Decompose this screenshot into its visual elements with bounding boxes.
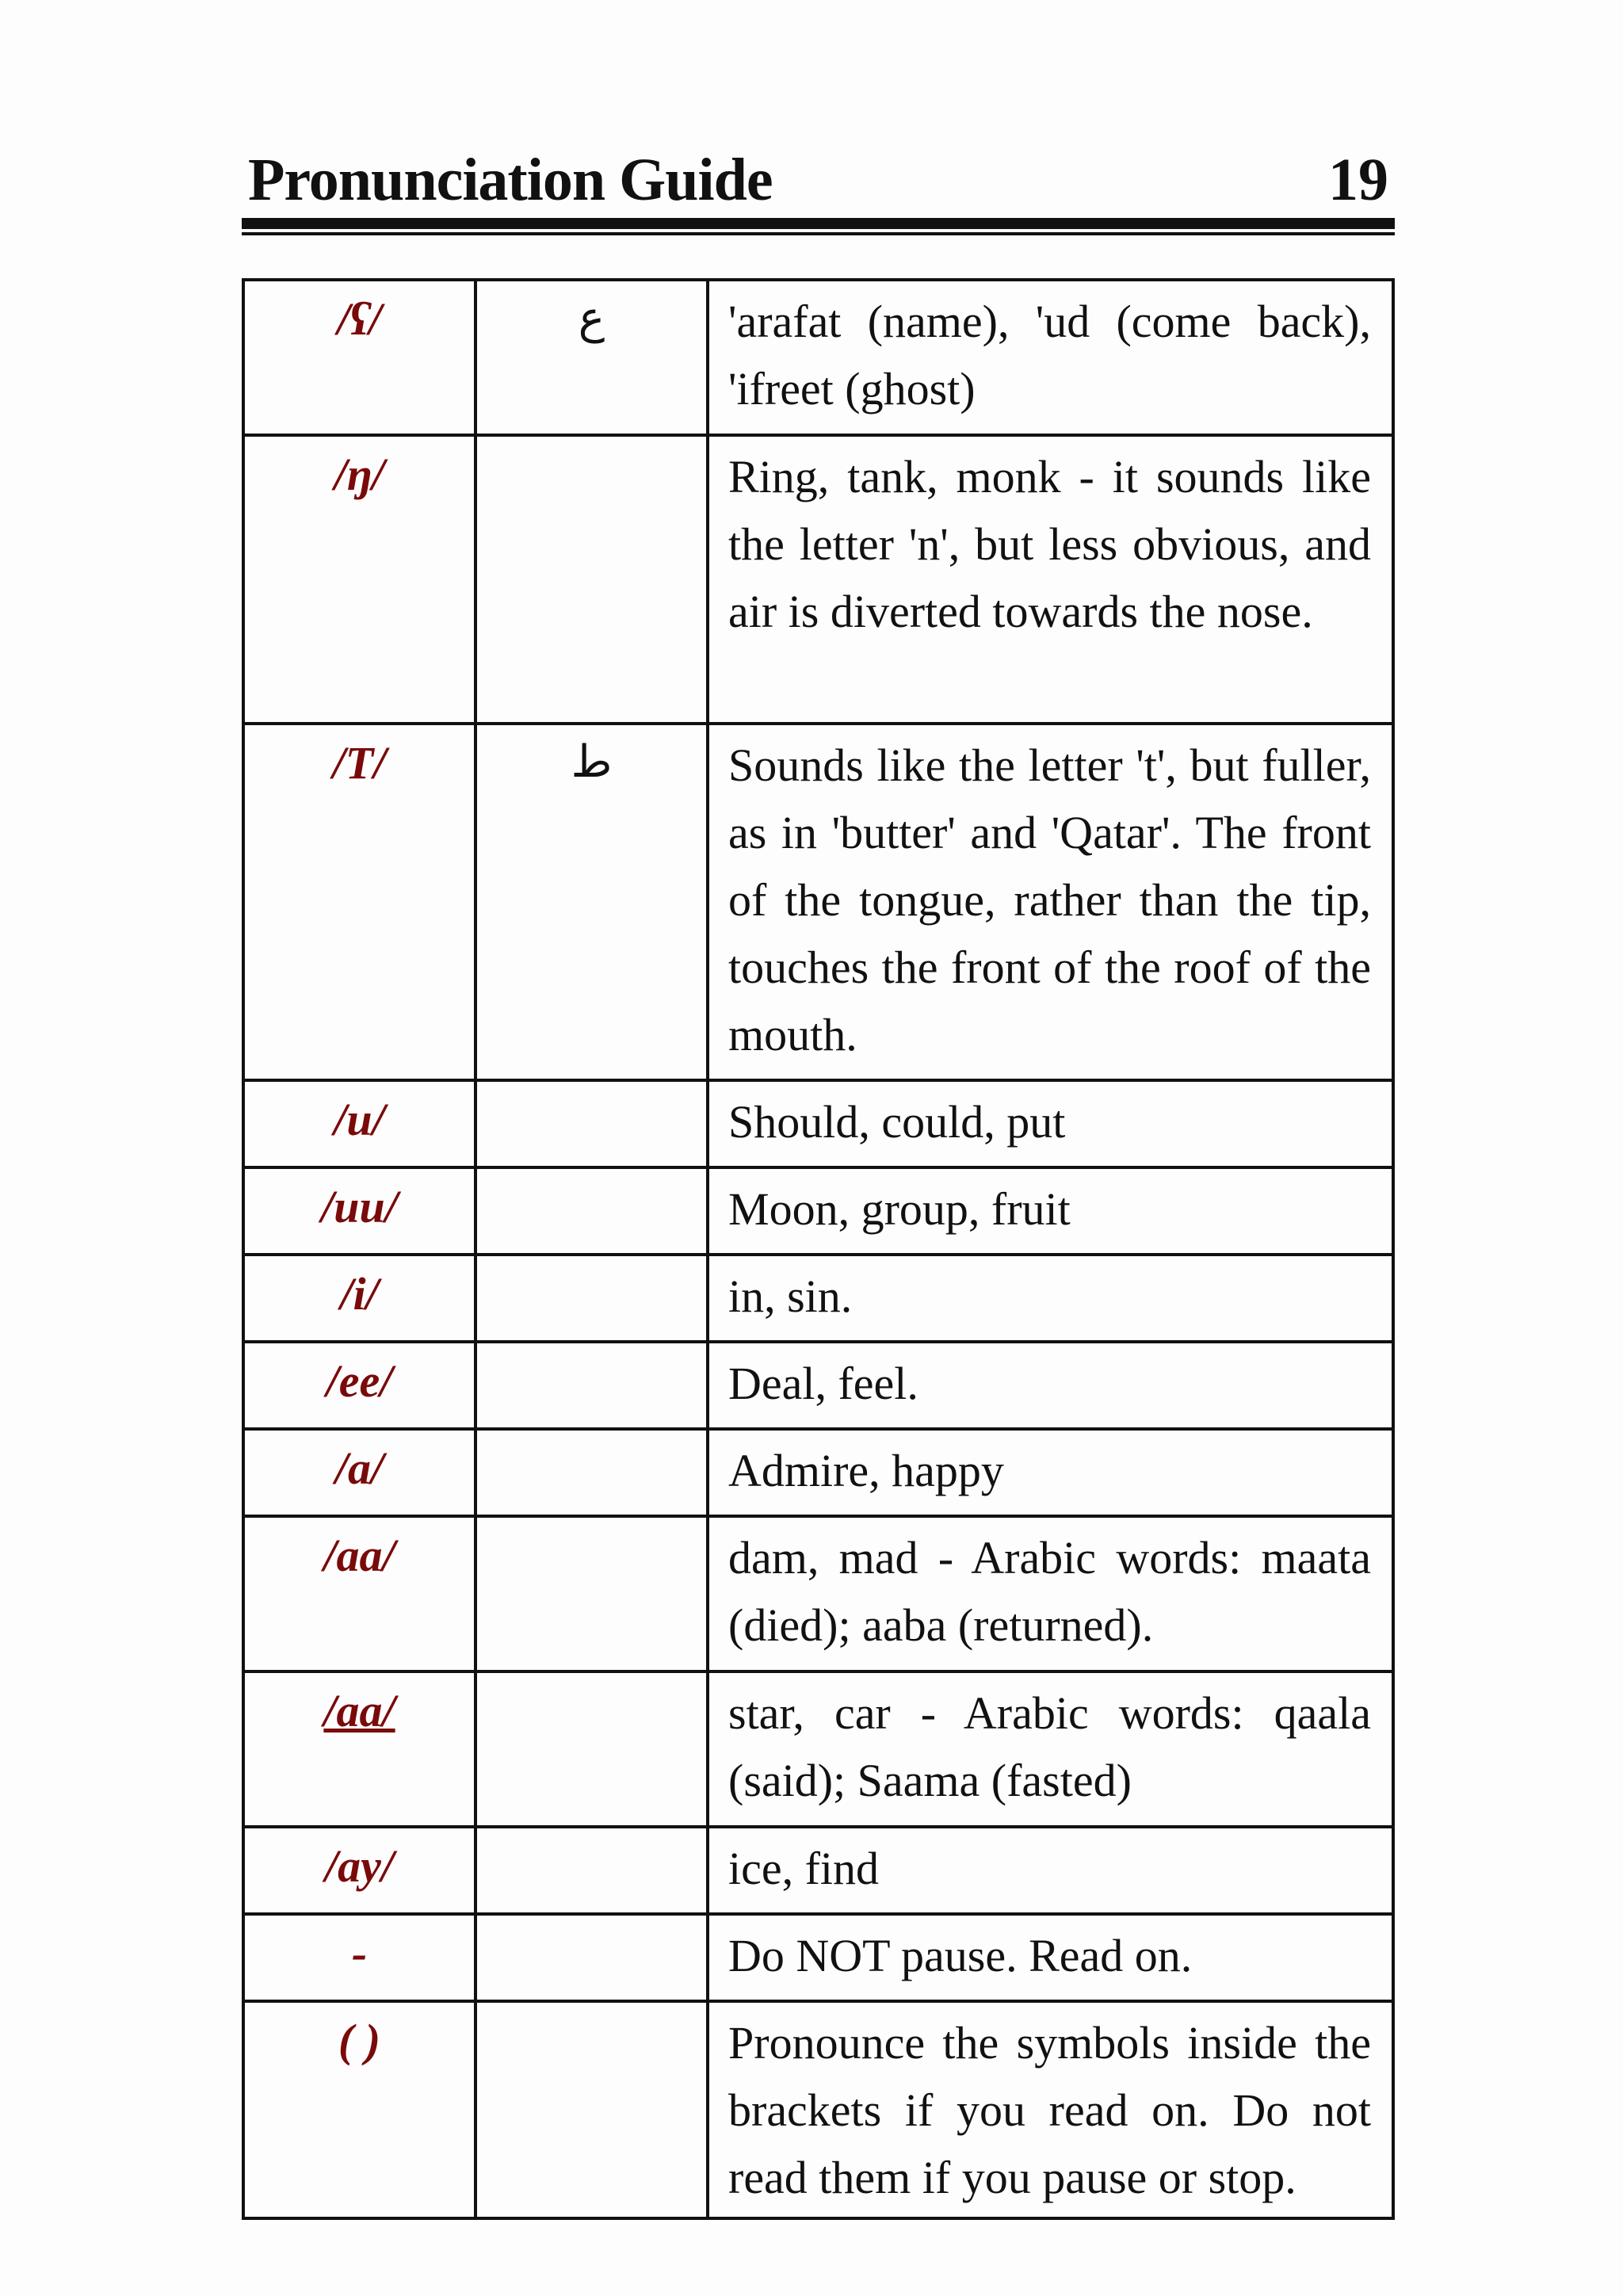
header-rule-thick xyxy=(242,218,1395,229)
description-cell: Moon, group, fruit xyxy=(708,1167,1393,1255)
description-cell: dam, mad - Arabic words: maata (died); aaba (returned). xyxy=(708,1516,1393,1671)
symbol-cell: /ŋ/ xyxy=(243,435,475,724)
symbol-cell: /i/ xyxy=(243,1255,475,1342)
symbol-cell: ( ) xyxy=(243,2001,475,2218)
symbol-cell: /a/ xyxy=(243,1429,475,1516)
arabic-letter-cell xyxy=(475,1255,708,1342)
header-rule-thin xyxy=(242,232,1395,235)
symbol-cell: /ʕ/ xyxy=(243,280,475,435)
description-cell: Sounds like the letter 't', but fuller, as in 'butter' and 'Qatar'. The front of the tongue, rather than the tip, touches the front of the roof of the mouth. xyxy=(708,724,1393,1080)
arabic-letter-cell xyxy=(475,2001,708,2218)
table-row xyxy=(243,1827,1393,1914)
table-row xyxy=(243,1671,1393,1827)
description-cell: Do NOT pause. Read on. xyxy=(708,1914,1393,2001)
table-row xyxy=(243,280,1393,435)
arabic-letter-cell xyxy=(475,435,708,724)
table-row xyxy=(243,1255,1393,1342)
symbol-cell: /u/ xyxy=(243,1080,475,1167)
table-row xyxy=(243,2001,1393,2218)
pronunciation-table xyxy=(242,278,1395,2220)
page-header xyxy=(242,143,1395,218)
arabic-letter-cell: ط xyxy=(475,724,708,1080)
table-row xyxy=(243,1516,1393,1671)
symbol-cell: /uu/ xyxy=(243,1167,475,1255)
symbol-cell: /aa/ xyxy=(243,1671,475,1827)
page-number: 19 xyxy=(1328,147,1388,213)
description-cell: Should, could, put xyxy=(708,1080,1393,1167)
table-row xyxy=(243,435,1393,724)
page-title: Pronunciation Guide xyxy=(248,147,773,213)
description-cell: 'arafat (name), 'ud (come back), 'ifreet (ghost) xyxy=(708,280,1393,435)
description-cell: in, sin. xyxy=(708,1255,1393,1342)
arabic-letter-cell: ع xyxy=(475,280,708,435)
description-cell: star, car - Arabic words: qaala (said); Saama (fasted) xyxy=(708,1671,1393,1827)
symbol-cell: - xyxy=(243,1914,475,2001)
table-row xyxy=(243,1342,1393,1429)
description-cell: Admire, happy xyxy=(708,1429,1393,1516)
arabic-letter-cell xyxy=(475,1167,708,1255)
table-row xyxy=(243,1429,1393,1516)
arabic-letter-cell xyxy=(475,1914,708,2001)
table-row xyxy=(243,1080,1393,1167)
table-row xyxy=(243,1167,1393,1255)
table-row xyxy=(243,1914,1393,2001)
arabic-letter-cell xyxy=(475,1827,708,1914)
description-cell: Ring, tank, monk - it sounds like the letter 'n', but less obvious, and air is diverted towards the nose. xyxy=(708,435,1393,724)
table-row xyxy=(243,724,1393,1080)
description-cell: ice, find xyxy=(708,1827,1393,1914)
symbol-cell: /T/ xyxy=(243,724,475,1080)
arabic-letter-cell xyxy=(475,1342,708,1429)
arabic-letter-cell xyxy=(475,1429,708,1516)
arabic-letter-cell xyxy=(475,1516,708,1671)
symbol-cell: /aa/ xyxy=(243,1516,475,1671)
description-cell: Deal, feel. xyxy=(708,1342,1393,1429)
symbol-cell: /ay/ xyxy=(243,1827,475,1914)
symbol-cell: /ee/ xyxy=(243,1342,475,1429)
arabic-letter-cell xyxy=(475,1671,708,1827)
description-cell: Pronounce the symbols inside the brackets if you read on. Do not read them if you pause or stop. xyxy=(708,2001,1393,2218)
arabic-letter-cell xyxy=(475,1080,708,1167)
